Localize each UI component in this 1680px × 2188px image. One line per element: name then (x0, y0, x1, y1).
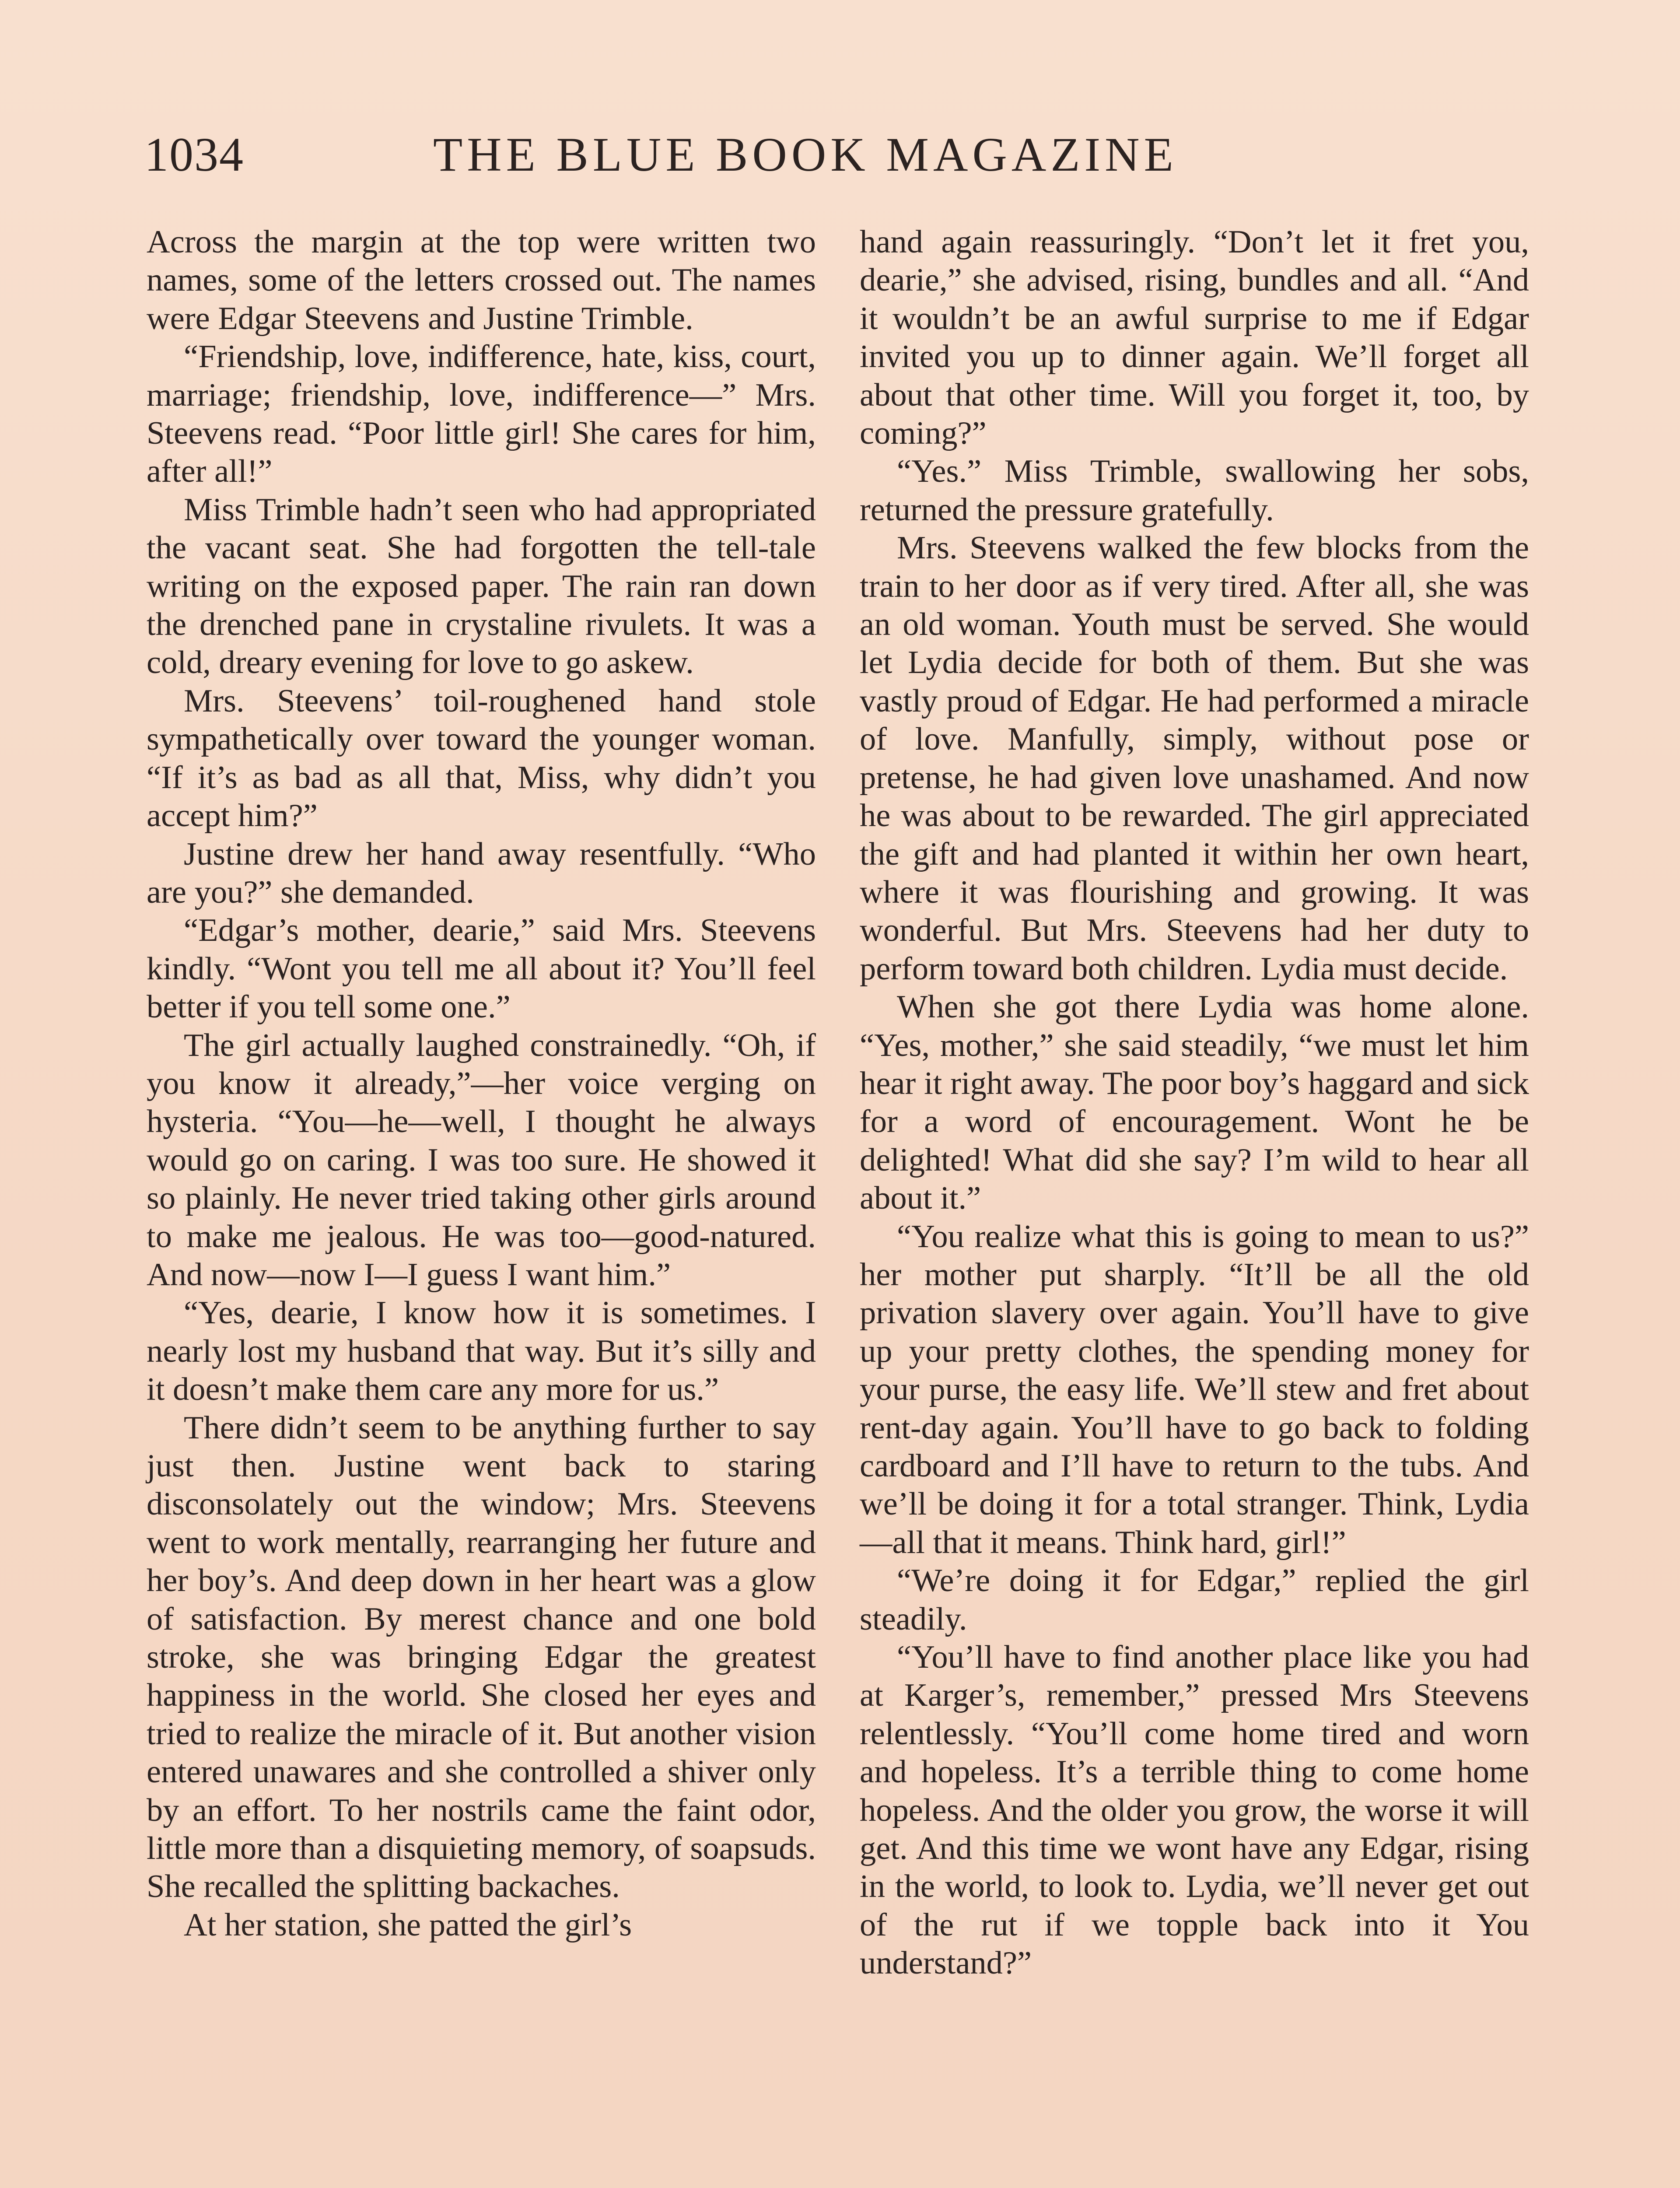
paragraph: The girl actually laughed constrainedly. “Oh, if you know it already,”—her voice verging on hysteria. “You—he—well, I thought he always would go on caring. I was too sure. He showed it so plainly. He never tried taking other girls around to make me jealous. He was too—good-natured. And now—now I—I guess I want him.” (147, 1027, 816, 1293)
paragraph: Miss Trimble hadn’t seen who had appropriated the vacant seat. She had forgotten the tell-tale writing on the exposed paper. The rain ran down the drenched pane in crystaline rivulets. It was a cold, dreary evening for love to go askew. (147, 491, 816, 681)
paragraph: There didn’t seem to be anything further to say just then. Justine went back to staring disconsolately out the window; Mrs. Steevens went to work mentally, rearranging her future and her boy’s. And deep down in her heart was a glow of satisfaction. By merest chance and one bold stroke, she was bringing Edgar the greatest happiness in the world. She closed her eyes and tried to realize the miracle of it. But another vision entered unawares and she controlled a shiver only by an effort. To her nostrils came the faint odor, little more than a disquieting memory, of soapsuds. She recalled the splitting backaches. (147, 1410, 816, 1905)
paragraph: When she got there Lydia was home alone. “Yes, mother,” she said steadily, “we must let him hear it right away. The poor boy’s haggard and sick for a word of encouragement. Wont he be delighted! What did she say? I’m wild to hear all about it.” (860, 989, 1529, 1217)
paragraph: Justine drew her hand away resentfully. “Who are you?” she demanded. (147, 836, 816, 910)
paragraph: Mrs. Steevens walked the few blocks from the train to her door as if very tired. After all, she was an old woman. Youth must be served. She would let Lydia decide for both of them. But she was vastly proud of Edgar. He had performed a miracle of love. Manfully, simply, without pose or pretense, he had given love unashamed. And now he was about to be rewarded. The girl appreciated the gift and had planted it within her own heart, where it was flourishing and growing. It was wonderful. But Mrs. Steevens had her duty to perform toward both children. Lydia must decide. (860, 530, 1529, 987)
paragraph: “Yes.” Miss Trimble, swallowing her sobs, returned the pressure gratefully. (860, 453, 1529, 528)
page-header (144, 118, 1544, 188)
right-column (860, 223, 1529, 1983)
paragraph: “You realize what this is going to mean to us?” her mother put sharply. “It’ll be all the old privation slavery over again. You’ll have to give up your pretty clothes, the spending money for your purse, the easy life. We’ll stew and fret about rent-day again. You’ll have to go back to folding cardboard and I’ll have to return to the tubs. And we’ll be doing it for a total stranger. Think, Lydia—all that it means. Think hard, girl!” (860, 1218, 1529, 1560)
paragraph: Mrs. Steevens’ toil-roughened hand stole sympathetically over toward the younger woman. “If it’s as bad as all that, Miss, why didn’t you accept him?” (147, 683, 816, 834)
paragraph: hand again reassuringly. “Don’t let it fret you, dearie,” she advised, rising, bundles and all. “And it wouldn’t be an awful surprise to me if Edgar invited you up to dinner again. We’ll forget all about that other time. Will you forget it, too, by coming?” (860, 224, 1529, 452)
magazine-title: THE BLUE BOOK MAGAZINE (433, 128, 1178, 181)
paragraph: Across the margin at the top were written two names, some of the letters crossed out. The names were Edgar Steevens and Justine Trimble. (147, 224, 816, 337)
paragraph: “Edgar’s mother, dearie,” said Mrs. Steevens kindly. “Wont you tell me all about it? You’ll feel better if you tell some one.” (147, 912, 816, 1025)
page-number: 1034 (144, 128, 244, 181)
paragraph: “You’ll have to find another place like you had at Karger’s, remember,” pressed Mrs Steevens relentlessly. “You’ll come home tired and worn and hopeless. It’s a terrible thing to come home hopeless. And the older you grow, the worse it will get. And this time we wont have any Edgar, rising in the world, to look to. Lydia, we’ll never get out of the rut if we topple back into it You understand?” (860, 1639, 1529, 1981)
paragraph: At her station, she patted the girl’s (184, 1907, 632, 1943)
paragraph: “Friendship, love, indifference, hate, kiss, court, marriage; friendship, love, indifference—” Mrs. Steevens read. “Poor little girl! She cares for him, after all!” (147, 339, 816, 490)
left-column (147, 223, 816, 1944)
paragraph: “Yes, dearie, I know how it is sometimes. I nearly lost my husband that way. But it’s silly and it doesn’t make them care any more for us.” (147, 1295, 816, 1408)
paragraph: “We’re doing it for Edgar,” replied the girl steadily. (860, 1563, 1529, 1637)
